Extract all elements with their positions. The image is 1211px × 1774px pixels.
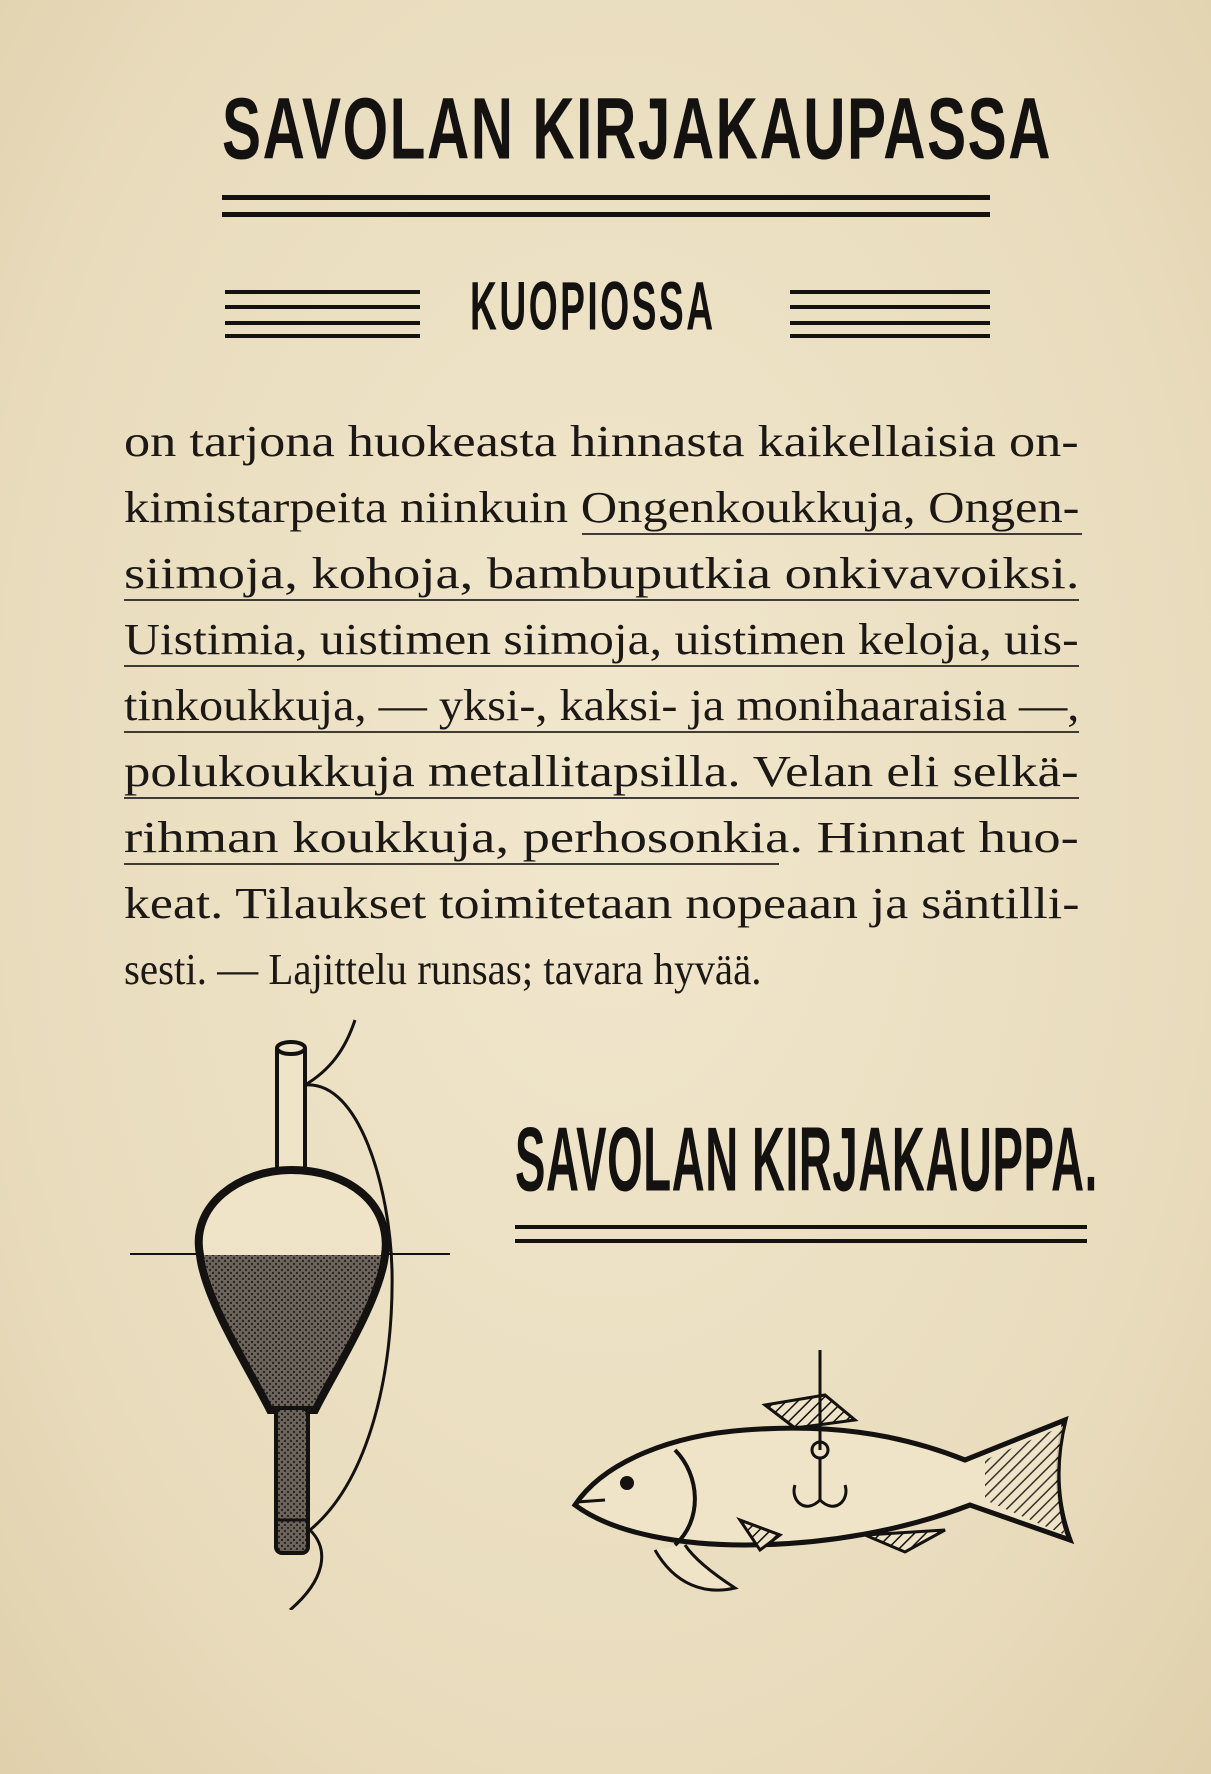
body-line: sesti. — Lajittelu runsas; tavara hyvää.: [124, 945, 762, 994]
body-line: siimoja, kohoja, bambuputkia onkivavoiksi.: [124, 549, 1080, 598]
body-line: Uistimia, uistimen siimoja, uistimen keloja, uis-: [124, 615, 1079, 664]
page-title: SAVOLAN KIRJAKAUPASSA: [222, 80, 1053, 178]
subtitle: KUOPIOSSA: [470, 267, 716, 345]
body-line: tinkoukkuja, — yksi-, kaksi- ja monihaaraisia —,: [124, 681, 1080, 730]
fish-lure-icon: [565, 1350, 1085, 1610]
body-line: polukoukkuja metallitapsilla. Velan eli selkä-: [124, 747, 1079, 796]
body-line: rihman koukkuja, perhosonkia. Hinnat huo-: [124, 813, 1079, 862]
signature-rule-top: [515, 1225, 1087, 1229]
signature: SAVOLAN KIRJAKAUPPA.: [515, 1109, 1098, 1211]
signature-rule-bottom: [515, 1239, 1087, 1243]
title-rule-top: [222, 195, 990, 200]
body-line: keat. Tilaukset toimitetaan nopeaan ja säntilli-: [124, 879, 1080, 928]
title-rule-bottom: [222, 212, 990, 217]
fishing-float-icon: [130, 1010, 460, 1610]
body-line: kimistarpeita niinkuin Ongenkoukkuja, Ongen-: [124, 483, 1080, 532]
body-line: on tarjona huokeasta hinnasta kaikellaisia on-: [124, 417, 1079, 466]
